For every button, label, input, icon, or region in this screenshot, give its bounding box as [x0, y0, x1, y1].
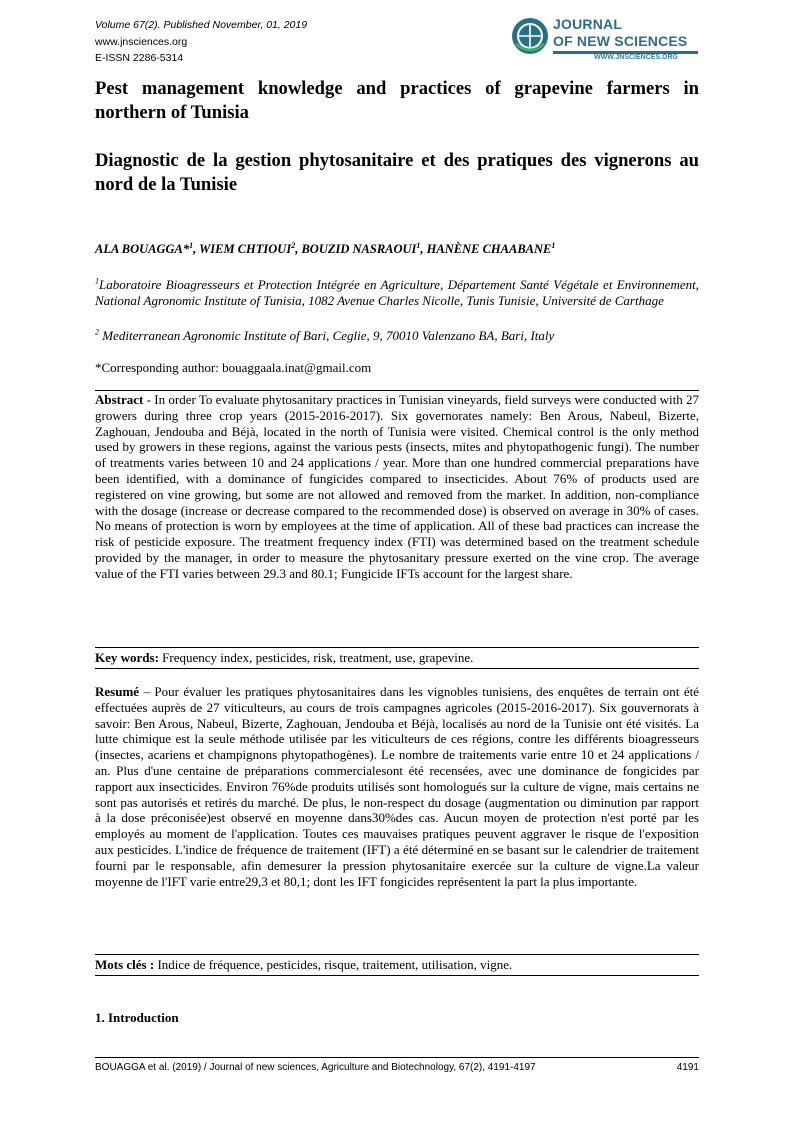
journal-logo	[508, 12, 700, 68]
journal-website: www.jnsciences.org	[95, 36, 188, 48]
affiliation-1	[95, 277, 699, 309]
footer-citation: BOUAGGA et al. (2019) / Journal of new sciences, Agriculture and Biotechnology, 67(2), 4191-4197	[95, 1062, 536, 1073]
abstract-text: - In order To evaluate phytosanitary practices in Tunisian vineyards, field surveys were conducted with 27 growers during three crop years (2015-2016-2017). Six governorates namely: Ben Arous, Nabeul, Bizerte, Zaghouan, Jendouba and Béjà, located in the north of Tunisia were visited. Chemical control is the only method used by growers in these regions, against the various pests (insects, mites and phytopathogenic fungi). The number of treatments varies between 10 and 24 applications / year. More than one hundred commercial preparations have been identified, with a dominance of fungicides compared to insecticides. About 76% of products used are registered on vine growing, but some are not allowed and removed from the market. In addition, non-compliance with the dosage (increase or decrease compared to the recommended dose) is observed on average in 30% of cases. No means of protection is worn by employees at the time of application. All of these bad practices can increase the risk of pesticide exposure. The treatment frequency index (FTI) was determined based on the treatment schedule provided by the manager, in order to measure the phytosanitary pressure exerted on the vine crop. The average value of the FTI varies between 29.3 and 80.1; Fungicide IFTs account for the largest share.	[95, 392, 699, 581]
logo-url: WWW.JNSCIENCES.ORG	[594, 54, 679, 61]
author-affil-mark: 1	[551, 240, 556, 250]
mots-cles-text: Indice de fréquence, pesticides, risque, traitement, utilisation, vigne.	[154, 957, 513, 972]
mots-cles-bottom-rule	[95, 975, 699, 976]
affiliation-text: Mediterranean Agronomic Institute of Bari, Ceglie, 9, 70010 Valenzano BA, Bari, Italy	[99, 328, 555, 343]
affiliation-mark: 1	[95, 276, 99, 286]
affiliation-2	[95, 328, 699, 344]
author-name: HANÈNE CHAABANE	[426, 242, 552, 256]
page-number: 4191	[676, 1062, 699, 1073]
issn-line: E-ISSN 2286-5314	[95, 52, 184, 64]
title-french: Diagnostic de la gestion phytosanitaire et des pratiques des vignerons au nord de la Tunisie	[95, 150, 699, 195]
mots-cles	[95, 957, 699, 973]
author-list	[95, 242, 555, 257]
issue-line: Volume 67(2). Published November, 01, 2019	[95, 19, 308, 31]
section-heading: 1. Introduction	[95, 1010, 179, 1025]
resume	[95, 684, 699, 889]
affiliation-mark: 2	[95, 327, 99, 337]
mots-cles-top-rule	[95, 954, 699, 955]
keywords-top-rule	[95, 647, 699, 648]
corresponding-author: *Corresponding author: bouaggaala.inat@gmail.com	[95, 360, 372, 375]
author-name: BOUZID NASRAOUI	[301, 242, 417, 256]
author-name: WIEM CHTIOUI	[199, 242, 292, 256]
abstract-top-rule	[95, 390, 699, 391]
globe-logo-icon	[510, 16, 550, 56]
logo-line-2: OF NEW SCIENCES	[553, 33, 688, 49]
keywords-text: Frequency index, pesticides, risk, treatment, use, grapevine.	[158, 650, 474, 665]
affiliation-text: Laboratoire Bioagresseurs et Protection Intégrée en Agriculture, Département Santé Végétale et Environnement, National Agronomic Institute of Tunisia, 1082 Avenue Charles Nicolle, Tunis Tunisie, Université de Carthage	[95, 277, 699, 308]
resume-label: Resumé	[95, 684, 140, 699]
title-english: Pest management knowledge and practices of grapevine farmers in northern of Tunisia	[95, 78, 699, 123]
author-affil-mark: 2	[291, 240, 296, 250]
keywords-bottom-rule	[95, 668, 699, 669]
author-separator: ,	[295, 242, 302, 256]
author-affil-mark: 1	[416, 240, 421, 250]
mots-cles-label: Mots clés :	[95, 957, 155, 972]
resume-text: – Pour évaluer les pratiques phytosanitaires dans les vignobles tunisiens, des enquêtes de terrain ont été effectuées auprès de 27 viticulteurs, au cours de trois campagnes agricoles (2015-2016-2017). Six gouvernorats à savoir: Ben Arous, Nabeul, Bizerte, Zaghouan, Jendouba et Béjà, localisés au nord de la Tunisie ont été visités. La lutte chimique est la seule méthode utilisée par les viticulteurs de ces régions, contre les différents bioagresseurs (insectes, acariens et champignons phytopathogènes). Le nombre de traitements varie entre 10 et 24 applications / an. Plus d'une centaine de préparations commercialesont été recensées, avec une dominance de fongicides par rapport aux insecticides. Environ 76%de produits utilisés sont homologués sur la culture de vigne, mais certains ne sont pas autorisés et retirés du marché. De plus, le non-respect du dosage (augmentation ou diminution par rapport à la dose préconisée)est observé en moyenne dans30%des cas. Aucun moyen de protection n'est porté par les employés au moment de l'application. Toutes ces mauvaises pratiques peuvent aggraver le risque de l'exposition aux pesticides. L'indice de fréquence de traitement (IFT) a été déterminé en se basant sur le calendrier de traitement fourni par le responsable, afin demesurer la pression phytosanitaire exercée sur la culture de vigne.La valeur moyenne de l'IFT varie entre29,3 et 80,1; dont les IFT fongicides représentent la part la plus importante.	[95, 684, 699, 889]
abstract	[95, 392, 699, 582]
footer-rule	[95, 1057, 699, 1058]
author-separator: ,	[193, 242, 200, 256]
author-affil-mark: 1	[189, 240, 194, 250]
author-separator: ,	[420, 242, 427, 256]
page-footer	[95, 1062, 699, 1073]
abstract-label: Abstract	[95, 392, 144, 407]
keywords-label: Key words:	[95, 650, 159, 665]
author-name: ALA BOUAGGA*	[95, 242, 190, 256]
logo-line-1: JOURNAL	[553, 16, 623, 32]
keywords	[95, 650, 699, 666]
